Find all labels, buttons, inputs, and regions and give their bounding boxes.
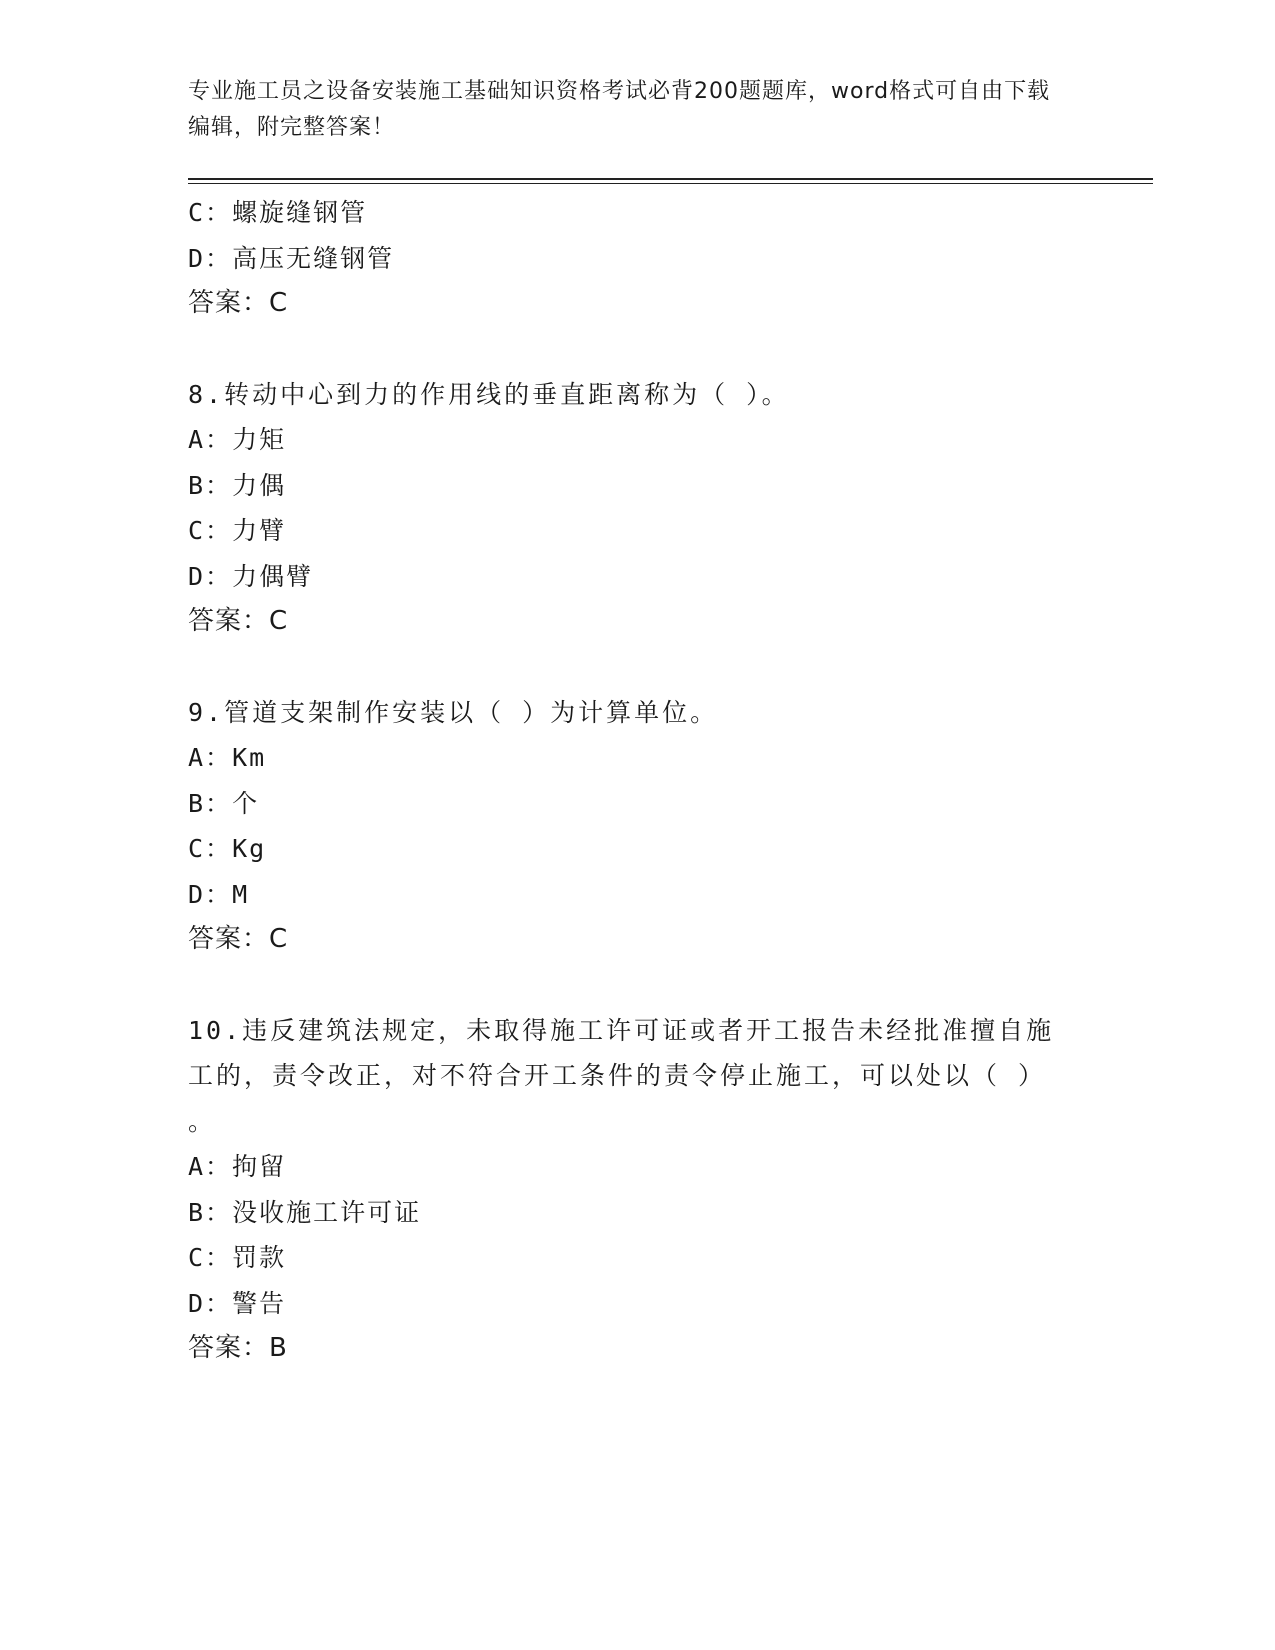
document-body [188, 190, 1088, 1372]
option-line [188, 1235, 1088, 1281]
option-text: 力偶 [232, 470, 287, 500]
option-text: 力臂 [232, 516, 287, 545]
question-stem: 10.违反建筑法规定，未取得施工许可证或者开工报告未经批准擅自施工的，责令改正，对不符合开工条件的责令停止施工，可以处以（ ） [188, 1015, 1055, 1090]
option-letter: A： [188, 1152, 233, 1181]
option-line [188, 1144, 1088, 1190]
option-text: 力矩 [232, 425, 287, 454]
option-letter: B： [188, 470, 233, 500]
option-line [188, 508, 1088, 554]
option-letter: D： [188, 243, 233, 273]
option-letter: C： [188, 516, 233, 545]
question-stem: 8.转动中心到力的作用线的垂直距离称为（ ）。 [188, 379, 790, 409]
option-line [188, 872, 1088, 918]
header-divider-thick [188, 178, 1153, 180]
option-line [188, 1190, 1088, 1236]
option-line [188, 554, 1088, 600]
option-line [188, 417, 1088, 463]
document-header-title: 专业施工员之设备安装施工基础知识资格考试必背200题题库，word格式可自由下载编辑，附完整答案！ [188, 79, 1051, 140]
answer-line: 答案：C [188, 924, 289, 954]
option-letter: C： [188, 1243, 233, 1272]
option-line [188, 735, 1088, 781]
question-stem-tail: 。 [188, 1106, 214, 1136]
answer-line: 答案：C [188, 606, 289, 636]
option-line [188, 1281, 1088, 1327]
spacer [188, 963, 1088, 1008]
option-line [188, 463, 1088, 509]
spacer [188, 645, 1088, 690]
option-text: 螺旋缝钢管 [232, 198, 368, 227]
option-line [188, 236, 1088, 282]
option-text: M [232, 879, 250, 909]
option-text: 力偶臂 [232, 561, 314, 591]
option-text: 没收施工许可证 [232, 1197, 422, 1227]
option-text: 罚款 [232, 1243, 287, 1272]
option-text: 高压无缝钢管 [232, 243, 395, 273]
option-letter: C： [188, 834, 233, 863]
option-line [188, 826, 1088, 872]
option-text: Km [232, 743, 267, 772]
question-stem: 9.管道支架制作安装以（ ）为计算单位。 [188, 697, 719, 727]
option-text: 个 [232, 788, 260, 818]
option-text: 警告 [232, 1288, 287, 1318]
spacer [188, 327, 1088, 372]
option-text: 拘留 [232, 1152, 287, 1181]
option-letter: A： [188, 743, 233, 772]
option-line [188, 781, 1088, 827]
option-letter: D： [188, 1288, 233, 1318]
answer-line: 答案：C [188, 288, 289, 318]
header-divider-thin [188, 183, 1153, 184]
answer-line: 答案：B [188, 1333, 288, 1363]
option-letter: B： [188, 788, 233, 818]
option-letter: D： [188, 879, 233, 909]
option-text: Kg [232, 834, 267, 863]
option-line [188, 190, 1088, 236]
option-letter: A： [188, 425, 233, 454]
option-letter: B： [188, 1197, 233, 1227]
option-letter: C： [188, 198, 233, 227]
option-letter: D： [188, 561, 233, 591]
